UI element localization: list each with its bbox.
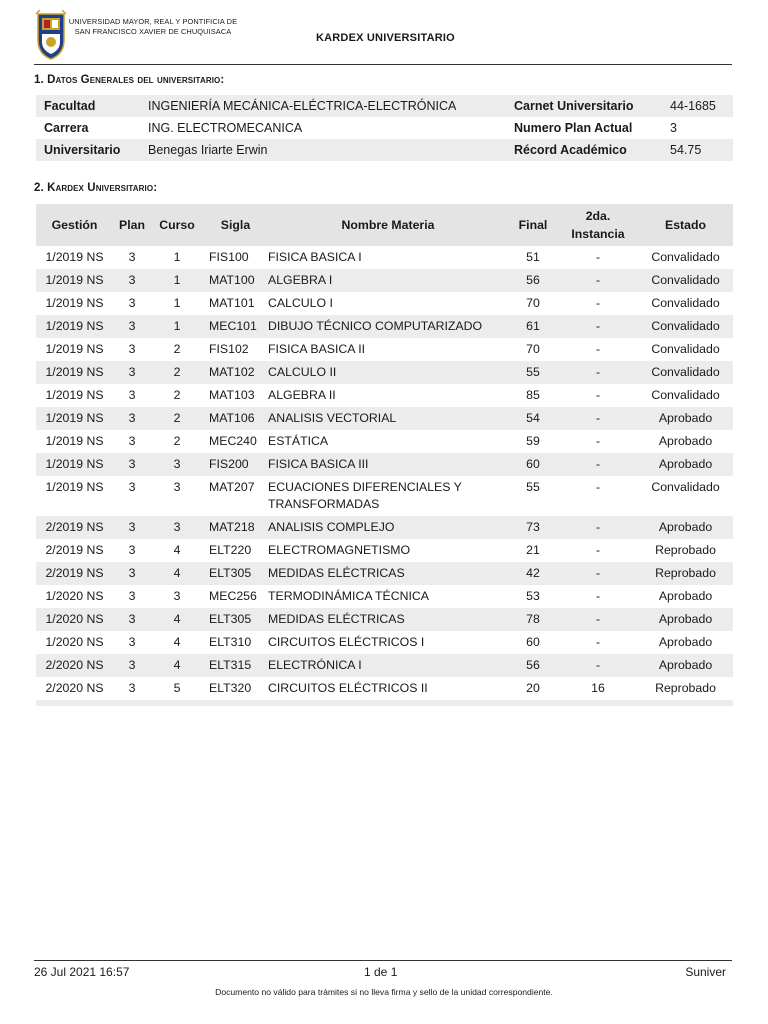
cell-nombre-materia: ALGEBRA I [268,269,508,292]
table-row [36,539,733,562]
cell-gestion: 2/2019 NS [36,562,113,585]
cell-final: 21 [526,543,540,557]
cell-estado: Convalidado [651,480,720,494]
footer-system-name: Suniver [685,965,726,979]
cell-estado: Aprobado [658,434,713,448]
cell-sigla: MAT101 [209,296,255,310]
cell-estado: Convalidado [638,361,733,384]
table-row [36,407,733,430]
general-value: ING. ELECTROMECANICA [148,121,303,135]
cell-gestion: 1/2019 NS [45,250,104,264]
cell-segunda-instancia: 16 [591,681,605,695]
cell-sigla: MAT207 [209,480,255,494]
cell-segunda-instancia: - [595,480,601,494]
document-title: KARDEX UNIVERSITARIO [316,32,455,44]
cell-segunda-instancia: - [558,407,638,430]
general-data-section-title: 1. Datos Generales del universitario: [34,74,225,86]
general-row [36,139,733,161]
cell-plan: 3 [128,543,136,557]
cell-sigla: ELT315 [203,654,268,677]
table-row [36,677,733,700]
cell-curso: 1 [151,315,203,338]
cell-plan: 3 [113,562,151,585]
cell-segunda-instancia: - [558,654,638,677]
kardex-table [36,204,733,706]
table-row [36,246,733,269]
cell-estado: Reprobado [655,681,716,695]
cell-sigla: MEC101 [203,315,268,338]
cell-sigla: MAT100 [203,269,268,292]
table-end-filler [36,700,733,706]
cell-curso: 2 [151,361,203,384]
cell-segunda-instancia: - [595,342,601,356]
cell-gestion: 1/2019 NS [36,315,113,338]
cell-curso: 4 [151,562,203,585]
cell-curso: 2 [151,407,203,430]
cell-final: 55 [508,361,558,384]
cell-nombre-materia: FISICA BASICA I [268,250,362,264]
footer-datetime: 26 Jul 2021 16:57 [34,965,130,979]
general-row [36,117,733,139]
cell-final: 78 [508,608,558,631]
cell-segunda-instancia: - [558,269,638,292]
cell-segunda-instancia: - [595,388,601,402]
cell-plan: 3 [113,654,151,677]
cell-segunda-instancia: - [558,516,638,539]
kardex-header-row [36,204,733,246]
cell-curso: 1 [151,269,203,292]
cell-plan: 3 [128,589,136,603]
cell-estado: Convalidado [651,250,720,264]
general-label: Carnet Universitario [506,95,666,117]
general-label: Récord Académico [506,139,666,161]
cell-plan: 3 [128,342,136,356]
table-row [36,585,733,608]
cell-segunda-instancia: - [595,589,601,603]
cell-nombre-materia: ANALISIS COMPLEJO [268,516,508,539]
table-row [36,654,733,677]
cell-nombre-materia: ANALISIS VECTORIAL [268,407,508,430]
cell-sigla: ELT220 [209,543,252,557]
cell-nombre-materia: MEDIDAS ELÉCTRICAS [268,608,508,631]
cell-segunda-instancia: - [558,315,638,338]
cell-gestion: 1/2019 NS [45,296,104,310]
cell-plan: 3 [128,480,136,494]
general-value: 44-1685 [666,95,733,117]
cell-final: 61 [508,315,558,338]
cell-sigla: FIS100 [209,250,249,264]
cell-final: 85 [526,388,540,402]
general-label: Universitario [36,139,144,161]
cell-gestion: 1/2019 NS [36,407,113,430]
cell-segunda-instancia: - [595,635,601,649]
cell-plan: 3 [113,453,151,476]
cell-gestion: 1/2019 NS [45,480,104,494]
cell-gestion: 2/2020 NS [45,681,104,695]
cell-segunda-instancia: - [558,453,638,476]
col-nombre-materia: Nombre Materia [268,204,508,246]
cell-nombre-materia: ALGEBRA II [268,388,336,402]
cell-curso: 1 [173,250,181,264]
cell-curso: 3 [173,480,181,494]
cell-curso: 4 [173,543,181,557]
cell-final: 59 [526,434,540,448]
cell-plan: 3 [128,681,136,695]
cell-final: 56 [508,654,558,677]
table-row [36,384,733,407]
cell-estado: Reprobado [655,543,716,557]
col-segunda-instancia-line2: Instancia [571,227,625,241]
cell-estado: Aprobado [638,608,733,631]
cell-estado: Convalidado [651,342,720,356]
cell-final: 70 [526,342,540,356]
table-row [36,269,733,292]
cell-curso: 1 [173,296,181,310]
cell-sigla: MAT106 [203,407,268,430]
col-estado: Estado [638,204,733,246]
university-name-line2: SAN FRANCISCO XAVIER DE CHUQUISACA [74,26,232,36]
general-label: Facultad [36,95,144,117]
cell-nombre-materia: ELECTROMAGNETISMO [268,543,411,557]
cell-plan: 3 [113,608,151,631]
table-row [36,516,733,539]
cell-plan: 3 [113,407,151,430]
cell-estado: Aprobado [658,589,713,603]
cell-gestion: 2/2019 NS [36,516,113,539]
document-header [34,10,732,65]
cell-curso: 3 [151,453,203,476]
col-plan: Plan [113,204,151,246]
cell-final: 51 [526,250,540,264]
cell-final: 55 [526,480,540,494]
table-row [36,361,733,384]
col-curso: Curso [151,204,203,246]
university-name-line1: UNIVERSIDAD MAYOR, REAL Y PONTIFICIA DE [68,17,238,26]
general-value: 3 [670,121,677,135]
cell-curso: 4 [151,608,203,631]
cell-final: 56 [508,269,558,292]
cell-final: 60 [508,453,558,476]
cell-segunda-instancia: - [558,361,638,384]
cell-segunda-instancia: - [558,562,638,585]
cell-curso: 5 [173,681,181,695]
cell-plan: 3 [128,388,136,402]
cell-sigla: MAT103 [209,388,255,402]
cell-estado: Aprobado [638,407,733,430]
cell-plan: 3 [113,361,151,384]
cell-final: 70 [526,296,540,310]
cell-plan: 3 [128,635,136,649]
cell-sigla: MAT102 [203,361,268,384]
cell-gestion: 1/2020 NS [45,635,104,649]
kardex-section-title: 2. Kardex Universitario: [34,182,158,194]
footer-validity-note: Documento no válido para trámites si no lleva firma y sello de la unidad correspondiente. [215,987,553,997]
cell-segunda-instancia: - [595,250,601,264]
table-row [36,338,733,361]
cell-estado: Convalidado [651,296,720,310]
table-row [36,562,733,585]
cell-estado: Convalidado [651,388,720,402]
cell-estado: Convalidado [638,315,733,338]
cell-final: 53 [526,589,540,603]
cell-segunda-instancia: - [595,543,601,557]
cell-nombre-materia: TERMODINÁMICA TÉCNICA [268,589,430,603]
cell-nombre-materia: ELECTRÓNICA I [268,654,508,677]
general-label: Numero Plan Actual [514,121,633,135]
cell-estado: Convalidado [638,269,733,292]
col-sigla: Sigla [203,204,268,246]
col-gestion: Gestión [36,204,113,246]
cell-gestion: 1/2019 NS [36,453,113,476]
cell-estado: Aprobado [638,453,733,476]
general-value: INGENIERÍA MECÁNICA-ELÉCTRICA-ELECTRÓNICA [144,95,506,117]
cell-curso: 3 [151,516,203,539]
cell-curso: 2 [173,434,181,448]
cell-segunda-instancia: - [595,434,601,448]
footer-divider [34,960,732,961]
cell-nombre-materia: CALCULO I [268,296,333,310]
cell-curso: 4 [151,654,203,677]
footer-page-number: 1 de 1 [364,965,398,979]
cell-nombre-materia: FISICA BASICA III [268,453,508,476]
table-end-filler-cell [36,700,733,706]
cell-sigla: ELT305 [203,562,268,585]
cell-plan: 3 [113,516,151,539]
cell-sigla: FIS200 [203,453,268,476]
cell-nombre-materia: FISICA BASICA II [268,342,366,356]
cell-sigla: ELT320 [209,681,252,695]
cell-estado: Reprobado [638,562,733,585]
cell-nombre-materia: DIBUJO TÉCNICO COMPUTARIZADO [268,315,508,338]
cell-gestion: 1/2019 NS [45,342,104,356]
table-row [36,453,733,476]
cell-sigla: MEC256 [209,589,257,603]
cell-segunda-instancia: - [595,296,601,310]
cell-gestion: 1/2019 NS [36,269,113,292]
cell-curso: 2 [173,342,181,356]
cell-nombre-materia: ESTÁTICA [268,434,329,448]
cell-gestion: 1/2019 NS [36,361,113,384]
table-row [36,315,733,338]
cell-sigla: ELT305 [203,608,268,631]
col-segunda-instancia [558,204,638,246]
cell-gestion: 2/2020 NS [36,654,113,677]
general-row [36,95,733,117]
cell-curso: 3 [173,589,181,603]
cell-estado: Aprobado [638,516,733,539]
cell-plan: 3 [128,250,136,264]
cell-sigla: FIS102 [209,342,249,356]
general-data-table [36,95,733,161]
cell-plan: 3 [113,315,151,338]
cell-final: 60 [526,635,540,649]
cell-plan: 3 [128,296,136,310]
table-row [36,292,733,315]
cell-nombre-materia: CIRCUITOS ELÉCTRICOS II [268,681,428,695]
cell-sigla: ELT310 [209,635,252,649]
cell-sigla: MAT218 [203,516,268,539]
table-row [36,631,733,654]
cell-estado: Aprobado [638,654,733,677]
cell-gestion: 1/2020 NS [36,608,113,631]
cell-nombre-materia: CALCULO II [268,361,508,384]
cell-nombre-materia: ECUACIONES DIFERENCIALES Y TRANSFORMADAS [268,480,462,511]
col-final: Final [508,204,558,246]
table-row [36,608,733,631]
cell-final: 42 [508,562,558,585]
cell-gestion: 1/2019 NS [45,388,104,402]
cell-curso: 4 [173,635,181,649]
general-value: Benegas Iriarte Erwin [144,139,506,161]
general-label: Carrera [44,121,89,135]
cell-final: 73 [508,516,558,539]
cell-final: 54 [508,407,558,430]
cell-sigla: MEC240 [209,434,257,448]
cell-gestion: 1/2019 NS [45,434,104,448]
cell-estado: Aprobado [658,635,713,649]
cell-final: 20 [526,681,540,695]
table-row [36,430,733,453]
cell-gestion: 1/2020 NS [45,589,104,603]
cell-segunda-instancia: - [558,608,638,631]
cell-gestion: 2/2019 NS [45,543,104,557]
cell-plan: 3 [128,434,136,448]
cell-plan: 3 [113,269,151,292]
table-row [36,476,733,516]
university-name [68,17,238,36]
cell-nombre-materia: MEDIDAS ELÉCTRICAS [268,562,508,585]
general-value: 54.75 [666,139,733,161]
university-seal-logo [34,10,68,60]
cell-curso: 2 [173,388,181,402]
cell-nombre-materia: CIRCUITOS ELÉCTRICOS I [268,635,425,649]
col-segunda-instancia-line1: 2da. [585,209,611,223]
